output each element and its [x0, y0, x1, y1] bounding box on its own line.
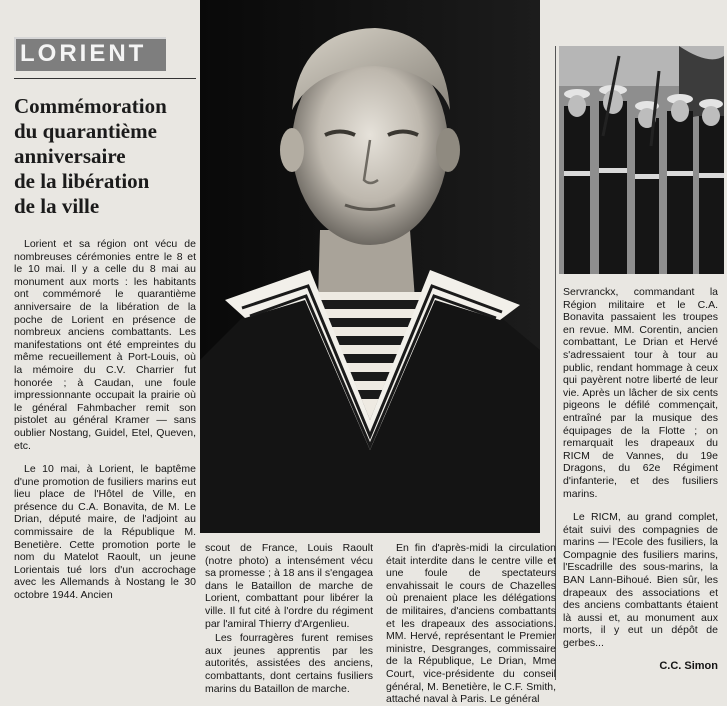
paragraph: Servranckx, commandant la Région militaire et le C.A. Bonavita passaient les troupes en revue. MM. Corentin, ancien combattant, Le Drian et Hervé s'adressaient tour à tour au public, rendant hommage à ceux qui payèrent notre liberté de leur vie. Après un lâcher de six cents pigeons le défilé commençait, entraîné par la musique des équipages de la Flotte ; on remarquait les drapeaux du RICM de Vannes, du 19e Dragons, du 62e Régiment d'infanterie, et des fusiliers marins.: [563, 286, 718, 500]
article-column-1: [14, 238, 196, 602]
article-column-3: [386, 542, 556, 706]
paragraph: Le 10 mai, à Lorient, le baptême d'une promotion de fusiliers marins eut lieu place de l'Hôtel de Ville, en présence du C.A. Bonavita, de M. Le Drian, député maire, de l'adjoint au commissaire de la République M. Benetière. Cette promotion porte le nom du Matelot Raoult, un jeune Lorientais tué lors d'un accrochage avec les Allemands à Nostang le 30 octobre 1944. Ancien: [14, 463, 196, 602]
sailor-portrait-photo: [200, 0, 540, 533]
divider-rule: [14, 78, 196, 79]
paragraph: Les fourragères furent remises aux jeunes apprentis par les autorités, assistées des anciens, combattants, dont certains fusiliers marins du Bataillon de marche.: [205, 632, 373, 695]
paragraph: Le RICM, au grand complet, était suivi des compagnies de marins — l'Ecole des fusiliers, la Compagnie des fusiliers marins, l'Escadrille des sous-marins, la BAN Lann-Bihoué. Bien sûr, les drapeaux des associations et des anciens combattants étaient là aussi et, au monument aux morts, il y eut un dépôt de gerbes...: [563, 511, 718, 650]
headline-line: anniversaire: [14, 144, 126, 168]
portrait-illustration: [200, 0, 540, 533]
paragraph: Lorient et sa région ont vécu de nombreuses cérémonies entre le 8 et le 10 mai. Il y a celle du 8 mai au monument aux morts : les habitants ont commémoré le quarantième anniversaire de la libération de la poche de Lorient en présence de nombreux anciens combattants. Les manifestations ont été empreintes du même recueillement à Port-Louis, où la mémoire du C.V. Charrier fut honorée ; à Caudan, une foule impressionnante occupait la prairie où le général Fahmbacher remit son pistolet au général Kramer — sans oublier Nostang, Guidel, Etel, Queven, etc.: [14, 238, 196, 452]
fusiliers-marins-parade-photo: [559, 46, 724, 274]
article-column-4: [563, 286, 718, 650]
paragraph: scout de France, Louis Raoult (notre photo) a intensément vécu sa promesse ; à 18 ans il s'engagea dans le Bataillon de marche de Lorient, combattant pour libérer la ville. Il fut cité à l'ordre du régiment par l'amiral Thierry d'Argenlieu.: [205, 542, 373, 630]
article-headline: [14, 94, 196, 219]
article-column-2: [205, 542, 373, 695]
author-signature: C.C. Simon: [659, 660, 718, 672]
section-label: LORIENT: [14, 37, 166, 71]
headline-line: Commémoration: [14, 94, 167, 118]
headline-line: du quarantième: [14, 119, 157, 143]
headline-line: de la ville: [14, 194, 100, 218]
parade-illustration: [559, 46, 724, 274]
paragraph: En fin d'après-midi la circulation était interdite dans le centre ville et une foule de spectateurs envahissait le cours de Chazelles où prenaient place les délégations de militaires, d'anciens combattants et les drapeaux des associations. MM. Hervé, représentant le Premier ministre, Desgranges, commissaire de la République, Le Drian, Mme Court, vice-présidente du conseil général, M. Benetière, le C.F. Smith, attaché naval à Paris. Le général: [386, 542, 556, 706]
headline-line: de la libération: [14, 169, 150, 193]
